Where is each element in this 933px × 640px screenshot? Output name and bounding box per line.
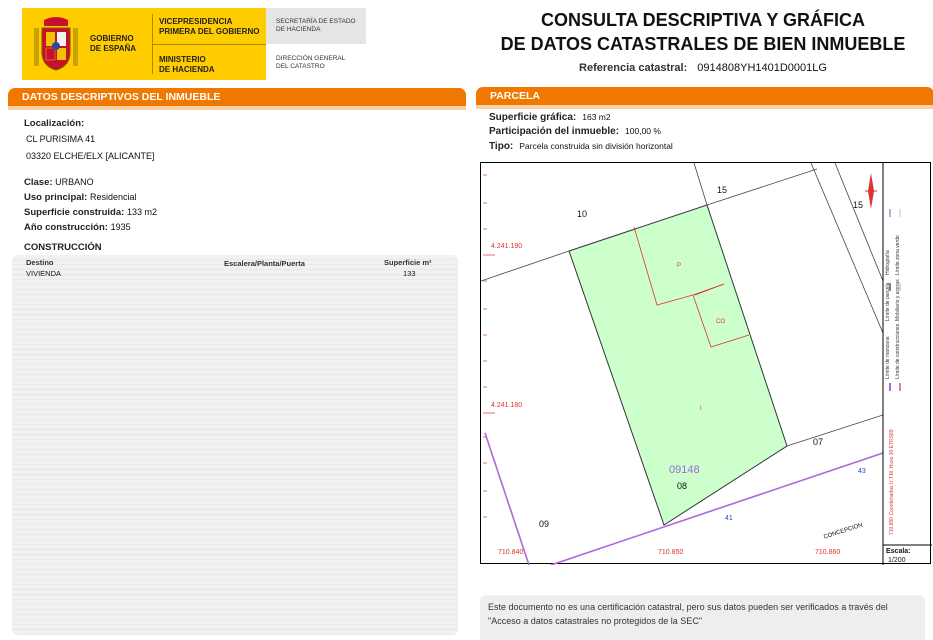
map-label-parcel: 09148: [669, 464, 700, 476]
map-label-15b: 15: [853, 200, 864, 210]
map-label-street: CONCEPCION: [823, 522, 864, 541]
ref-label: Referencia catastral:: [579, 62, 688, 74]
th-superficie: Superficie m²: [384, 258, 432, 267]
logo-vicepresidencia-text: VICEPRESIDENCIA PRIMERA DEL GOBIERNO: [159, 17, 260, 36]
map-label-10: 10: [577, 209, 588, 219]
map-label-x3: 710.860: [815, 549, 841, 556]
government-logo: [22, 8, 366, 80]
map-label-co: CO: [716, 319, 725, 325]
legend-coordenadas: 710.850 Coordenadas U.T.M. Huso 30 ETRS89: [889, 429, 895, 535]
superficie-grafica-field: Superficie gráfica: 163 m2: [489, 112, 611, 123]
logo-gobierno-text: GOBIERNO DE ESPAÑA: [90, 34, 137, 53]
parcel-polygon: [569, 205, 787, 525]
map-label-07: 07: [813, 437, 824, 447]
map-label-x2: 710.850: [658, 549, 684, 556]
disclaimer-note: Este documento no es una certificación catastral, pero sus datos pueden ser verificados a través del "Acceso a datos catastrales no protegidos de la SEC": [480, 595, 925, 640]
legend-limite-parcela: Límite de parcela: [885, 282, 891, 321]
logo-direccion-text: DIRECCIÓN GENERAL DEL CATASTRO: [276, 55, 346, 70]
anio-field: Año construcción: 1935: [24, 222, 131, 233]
logo-divider-h: [152, 44, 266, 45]
map-label-y1: 4.241.190: [491, 243, 523, 250]
legend-mobiliario: Mobiliario y aceras: [895, 279, 901, 321]
superficie-field: Superficie construida: 133 m2: [24, 207, 157, 218]
localizacion-label: Localización:: [24, 118, 85, 129]
escala-value: 1/200: [888, 557, 906, 564]
datos-descriptivos-header: DATOS DESCRIPTIVOS DEL INMUEBLE: [8, 88, 466, 110]
th-escalera: Escalera/Planta/Puerta: [224, 259, 305, 268]
page-title: CONSULTA DESCRIPTIVA Y GRÁFICA DE DATOS CATASTRALES DE BIEN INMUEBLE: [500, 10, 906, 54]
map-label-41: 41: [725, 515, 733, 522]
th-destino: Destino: [26, 258, 54, 267]
map-label-y2: 4.241.180: [491, 402, 523, 409]
logo-ministerio-text: MINISTERIO DE HACIENDA: [159, 55, 215, 74]
table-row-superficie: 133: [403, 269, 416, 278]
map-label-p: P: [677, 263, 682, 269]
logo-secretaria-text: SECRETARÍA DE ESTADO DE HACIENDA: [276, 18, 356, 33]
localizacion-line2: 03320 ELCHE/ELX [ALICANTE]: [26, 151, 155, 161]
coat-of-arms-icon: [30, 14, 82, 74]
construccion-table: [12, 255, 458, 635]
tipo-field: Tipo: Parcela construida sin división horizontal: [489, 141, 673, 152]
ref-value: 0914808YH1401D0001LG: [697, 62, 827, 74]
uso-field: Uso principal: Residencial: [24, 192, 137, 203]
map-label-x1: 710.840: [498, 549, 524, 556]
legend-limite-construcciones: Límite de construcciones: [895, 323, 901, 379]
map-label-i: I: [700, 406, 702, 412]
legend-limite-verde: Límite zona verde: [895, 235, 901, 275]
table-row-destino: VIVIENDA: [26, 269, 62, 278]
construccion-title: CONSTRUCCIÓN: [24, 242, 102, 253]
map-label-08: 08: [677, 481, 688, 491]
legend-limite-manzana: Límite de manzana: [885, 336, 891, 379]
cadastral-map[interactable]: [480, 162, 931, 564]
legend-hidrografia: Hidrografía: [885, 250, 891, 275]
participacion-field: Participación del inmueble: 100,00 %: [489, 126, 661, 137]
map-label-09: 09: [539, 519, 550, 529]
map-canvas: [481, 163, 932, 565]
escala-label: Escala:: [886, 548, 911, 555]
referencia-catastral: [478, 62, 928, 74]
north-arrow-icon: [865, 173, 877, 209]
map-label-15a: 15: [717, 185, 728, 195]
parcela-header: PARCELA: [476, 87, 933, 109]
map-label-43: 43: [858, 468, 866, 475]
clase-field: Clase: URBANO: [24, 177, 94, 188]
localizacion-line1: CL PURISIMA 41: [26, 134, 96, 144]
